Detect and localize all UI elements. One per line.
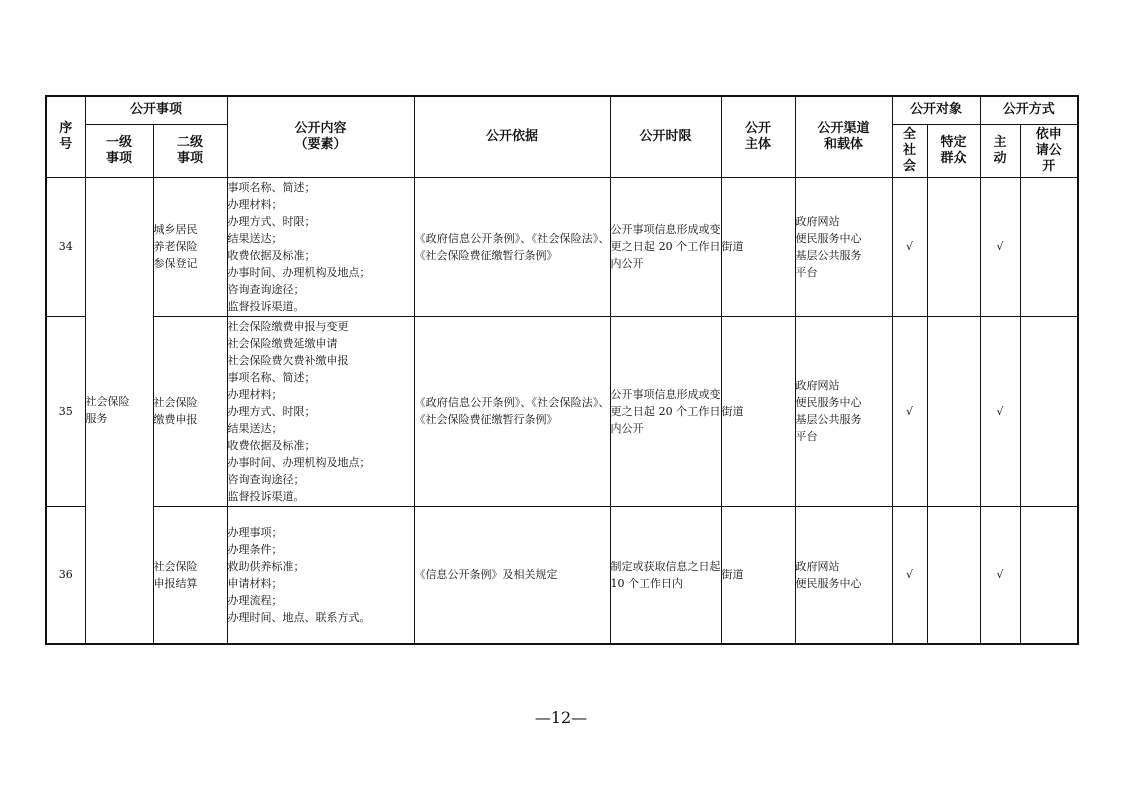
row-level2: 城乡居民 养老保险 参保登记: [153, 177, 227, 316]
row-basis: 《信息公开条例》及相关规定: [414, 506, 610, 644]
row-seq: 35: [46, 316, 85, 506]
header-level2: 二级 事项: [153, 124, 227, 177]
row-subject: 街道: [721, 316, 795, 506]
header-active: 主 动: [980, 124, 1020, 177]
row-whole-society-check: √: [892, 506, 927, 644]
header-level1: 一级 事项: [85, 124, 153, 177]
row-specific-group: [927, 177, 980, 316]
row-active-check: √: [980, 177, 1020, 316]
row-seq: 34: [46, 177, 85, 316]
header-basis: 公开依据: [414, 96, 610, 177]
row-specific-group: [927, 506, 980, 644]
header-time-limit: 公开时限: [610, 96, 721, 177]
header-content: 公开内容 （要素）: [227, 96, 414, 177]
row-seq: 36: [46, 506, 85, 644]
row-level2: 社会保险 缴费申报: [153, 316, 227, 506]
row-whole-society-check: √: [892, 316, 927, 506]
row-level2: 社会保险 申报结算: [153, 506, 227, 644]
table-row: [46, 506, 1078, 644]
header-seq: 序 号: [46, 96, 85, 177]
header-subject: 公开 主体: [721, 96, 795, 177]
header-channel: 公开渠道 和载体: [795, 96, 892, 177]
row-content: 办理事项； 办理条件； 救助供养标准； 申请材料； 办理流程； 办理时间、地点、联系方式。: [227, 506, 414, 644]
row-basis: 《政府信息公开条例》、《社会保险法》、《社会保险费征缴暂行条例》: [414, 177, 610, 316]
row-content: 事项名称、简述； 办理材料； 办理方式、时限； 结果送达； 收费依据及标准； 办事时间、办理机构及地点； 咨询查询途径； 监督投诉渠道。: [227, 177, 414, 316]
row-specific-group: [927, 316, 980, 506]
header-row-1: [46, 96, 1078, 124]
row-time-limit: 公开事项信息形成或变更之日起 20 个工作日内公开: [610, 316, 721, 506]
row-whole-society-check: √: [892, 177, 927, 316]
table-row: [46, 177, 1078, 316]
row-on-request: [1020, 316, 1078, 506]
row-subject: 街道: [721, 506, 795, 644]
row-level1: 社会保险 服务: [85, 177, 153, 644]
disclosure-table: [45, 95, 1079, 645]
row-channel: 政府网站 便民服务中心 基层公共服务 平台: [795, 177, 892, 316]
row-active-check: √: [980, 316, 1020, 506]
row-channel: 政府网站 便民服务中心 基层公共服务 平台: [795, 316, 892, 506]
header-target: 公开对象: [892, 96, 980, 124]
header-on-request: 依申 请公 开: [1020, 124, 1078, 177]
row-basis: 《政府信息公开条例》、《社会保险法》、《社会保险费征缴暂行条例》: [414, 316, 610, 506]
row-content: 社会保险缴费申报与变更 社会保险缴费延缴申请 社会保险费欠费补缴申报 事项名称、简述； 办理材料； 办理方式、时限； 结果送达； 收费依据及标准； 办事时间、办理机构及地点； 咨询查询途径； 监督投诉渠道。: [227, 316, 414, 506]
header-whole-society: 全 社 会: [892, 124, 927, 177]
row-channel: 政府网站 便民服务中心: [795, 506, 892, 644]
row-on-request: [1020, 177, 1078, 316]
row-on-request: [1020, 506, 1078, 644]
header-public-item: 公开事项: [85, 96, 227, 124]
row-subject: 街道: [721, 177, 795, 316]
row-active-check: √: [980, 506, 1020, 644]
header-specific-group: 特定 群众: [927, 124, 980, 177]
row-time-limit: 公开事项信息形成或变更之日起 20 个工作日内公开: [610, 177, 721, 316]
table-row: [46, 316, 1078, 506]
header-method: 公开方式: [980, 96, 1078, 124]
page-number: —12—: [534, 708, 588, 727]
row-time-limit: 制定或获取信息之日起 10 个工作日内: [610, 506, 721, 644]
